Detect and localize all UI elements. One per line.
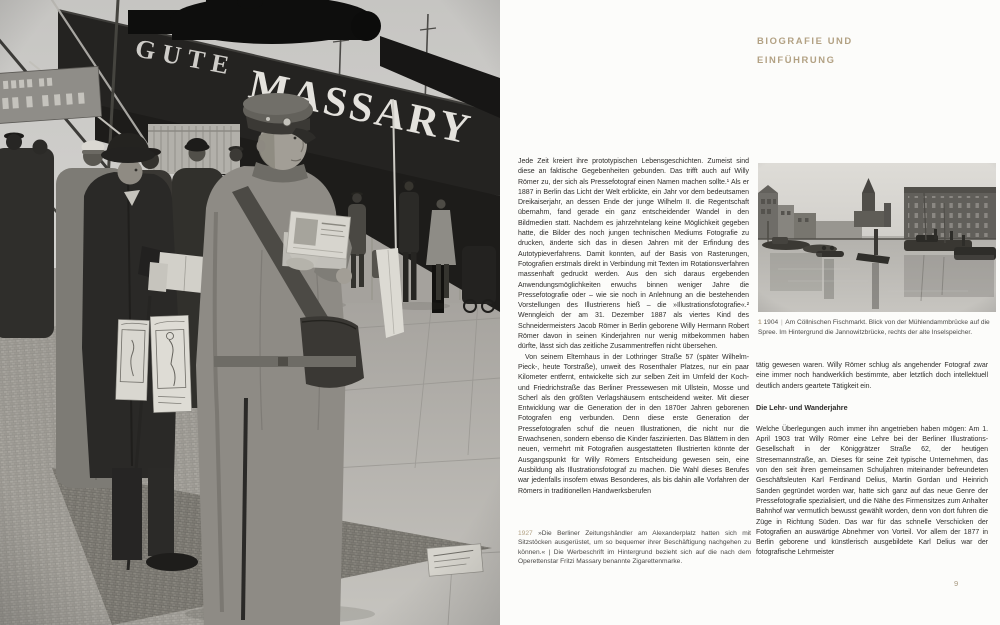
figure-number: 1: [758, 319, 762, 326]
section-heading-line2: EINFÜHRUNG: [757, 54, 836, 65]
text-column-2: [756, 361, 988, 559]
right-page: [500, 0, 1000, 625]
paragraph-2: Von seinem Elternhaus in der Lothringer Straße 57 (später Wilhelm-Pieck-, heute Torstraße), unweit des Rosenthaler Platzes, nur ein paar Kilometer entfernt, entwickelte sich zur selben Zeit im Umfeld der Koch- und Friedrichstraße das Berliner Pressewesen mit Ullstein, Mosse und Scherl als den größten Verlagshäusern entscheidend weiter. Mit dieser Entwicklung war die Generation der in den 1870er Jahren geborenen Fotografen eng verbunden. Denn diese erste Generation der Pressefotografen schuf die neuen Illustrationen, die nicht nur die Erwachsenen, sondern ebenso die Kinder faszinierten. Das Blättern in den neuen, vermehrt mit Fotografien ausgestatteten Illustrierten könnte der Ausgangspunkt für Willy Römers Entscheidung gewesen sein, eine Ausbildung als Illustrationsfotograf zu machen. Die Wahl dieses Berufes war jedenfalls insofern etwas Besonderes, als bis dahin alle Vorfahren der Römers in traditionellen Handwerksberufen: [518, 353, 749, 495]
canal-photo: [758, 163, 996, 312]
left-photo-caption: [518, 529, 751, 566]
figure-caption-text: Am Cöllnischen Fischmarkt. Blick von der Mühlendammbrücke auf die Spree. Im Hintergrund die Jannowitzbrücke, rechts der alte Inselspeicher.: [758, 319, 990, 336]
left-photo-caption-year: 1927: [518, 530, 533, 537]
caption-separator: |: [781, 319, 783, 326]
text-column-1: [518, 157, 749, 525]
figure-1-photo: [758, 163, 996, 312]
subheading-lehr-und-wanderjahre: Die Lehr- und Wanderjahre: [756, 402, 848, 412]
section-heading-line1: BIOGRAFIE UND: [757, 35, 853, 46]
page-number: 9: [954, 579, 959, 588]
paragraph-4: Welche Überlegungen auch immer ihn angetrieben haben mögen: Am 1. April 1903 trat Willy Römer eine Lehre bei der Berliner Illustrations-Gesellschaft in der Königgrätzer Straße 62, der heutigen Stresemannstraße, an. Dieses für seine Zeit typische Unternehmen, das von den seit ihren gemeinsamen Schuljahren miteinander befreundeten Geschäftsleuten Karl Ferdinand Delius, Martin Gordan und Heinrich Sanden gegründet worden war, hatte sich ganz auf das neue Genre der Pressefotografie spezialisiert, und die Nähe des Firmensitzes zum Anhalter Bahnhof war vermutlich bewusst gewählt worden, denn von dort fuhren die Züge in Richtung Süden. Das war für das schnelle Verschicken der Fotografien an auswärtige Abnehmer von Vorteil. Vor allem der 1877 in Berlin geborene und künstlerisch ausgebildete Karl Delius war der fotografische Lehrmeister: [756, 425, 988, 557]
section-heading: [757, 31, 977, 69]
left-photo-caption-text: »Die Berliner Zeitungshändler am Alexanderplatz hatten sich mit Sitzstöcken ausgerüstet, um so bequemer ihrer Beschäftigung nachgehen zu können.« | Die Werbeschrift im Hintergrund bezieht sich auf die nach dem Operettenstar Fritzi Massary benannte Zigarettenmarke.: [518, 530, 751, 565]
figure-year: 1904: [763, 319, 779, 326]
paragraph-3: tätig gewesen waren. Willy Römer schlug als angehender Fotograf zwar eine immer noch handwerklich bestimmte, aber letztlich doch intellektuell deutlich anders geartete Tätigkeit ein.: [756, 362, 988, 390]
figure-1-caption: [758, 318, 998, 337]
paragraph-1: Jede Zeit kreiert ihre prototypischen Lebensgeschichten. Zumeist sind diese an faktische Gegebenheiten gebunden. Das trifft auch auf Willy Römer zu, der sich als Pressefotograf einen Namen machen sollte.¹ Als er 1887 in Berlin das Licht der Welt erblickte, ein Jahr vor dem bedeutsamen Dreikaiserjahr, an dessen Ende der junge Wilhelm II. die Regentschaft übernahm, fand gerade ein ganz entscheidender Wandel in den Bildmedien statt. Nachdem es jahrzehntelang keine Möglichkeit gegeben hatte, die Bilder des noch jungen technischen Mediums Fotografie zu drucken, änderte sich das in diesen Jahren mit der Erfindung des Autotypieverfahrens. Damit konnten, auf der Basis von Rasterungen, Fotografien erstmals direkt in Verbindung mit Texten im Rotationsverfahren massenhaft gedruckt werden. Aus den sich daraus ergebenden Anwendungsmöglichkeiten erwuchs binnen weniger Jahre die Pressefotografie oder – wie sie noch in Anlehnung an die bestehenden Vorstellungen des Illustrierens hieß – die »Illustrationsfotografie«.² Wenngleich der am 31. Dezember 1887 als viertes Kind des Schneidermeisters Jacob Römer in Berlin geborene Willy Hermann Robert Römer davon in seinen Kinderjahren nur wenig mitbekommen haben dürfte, lässt sich das zeitliche Zusammentreffen nicht übersehen.: [518, 158, 749, 351]
canal-photo-vignette: [758, 163, 996, 312]
